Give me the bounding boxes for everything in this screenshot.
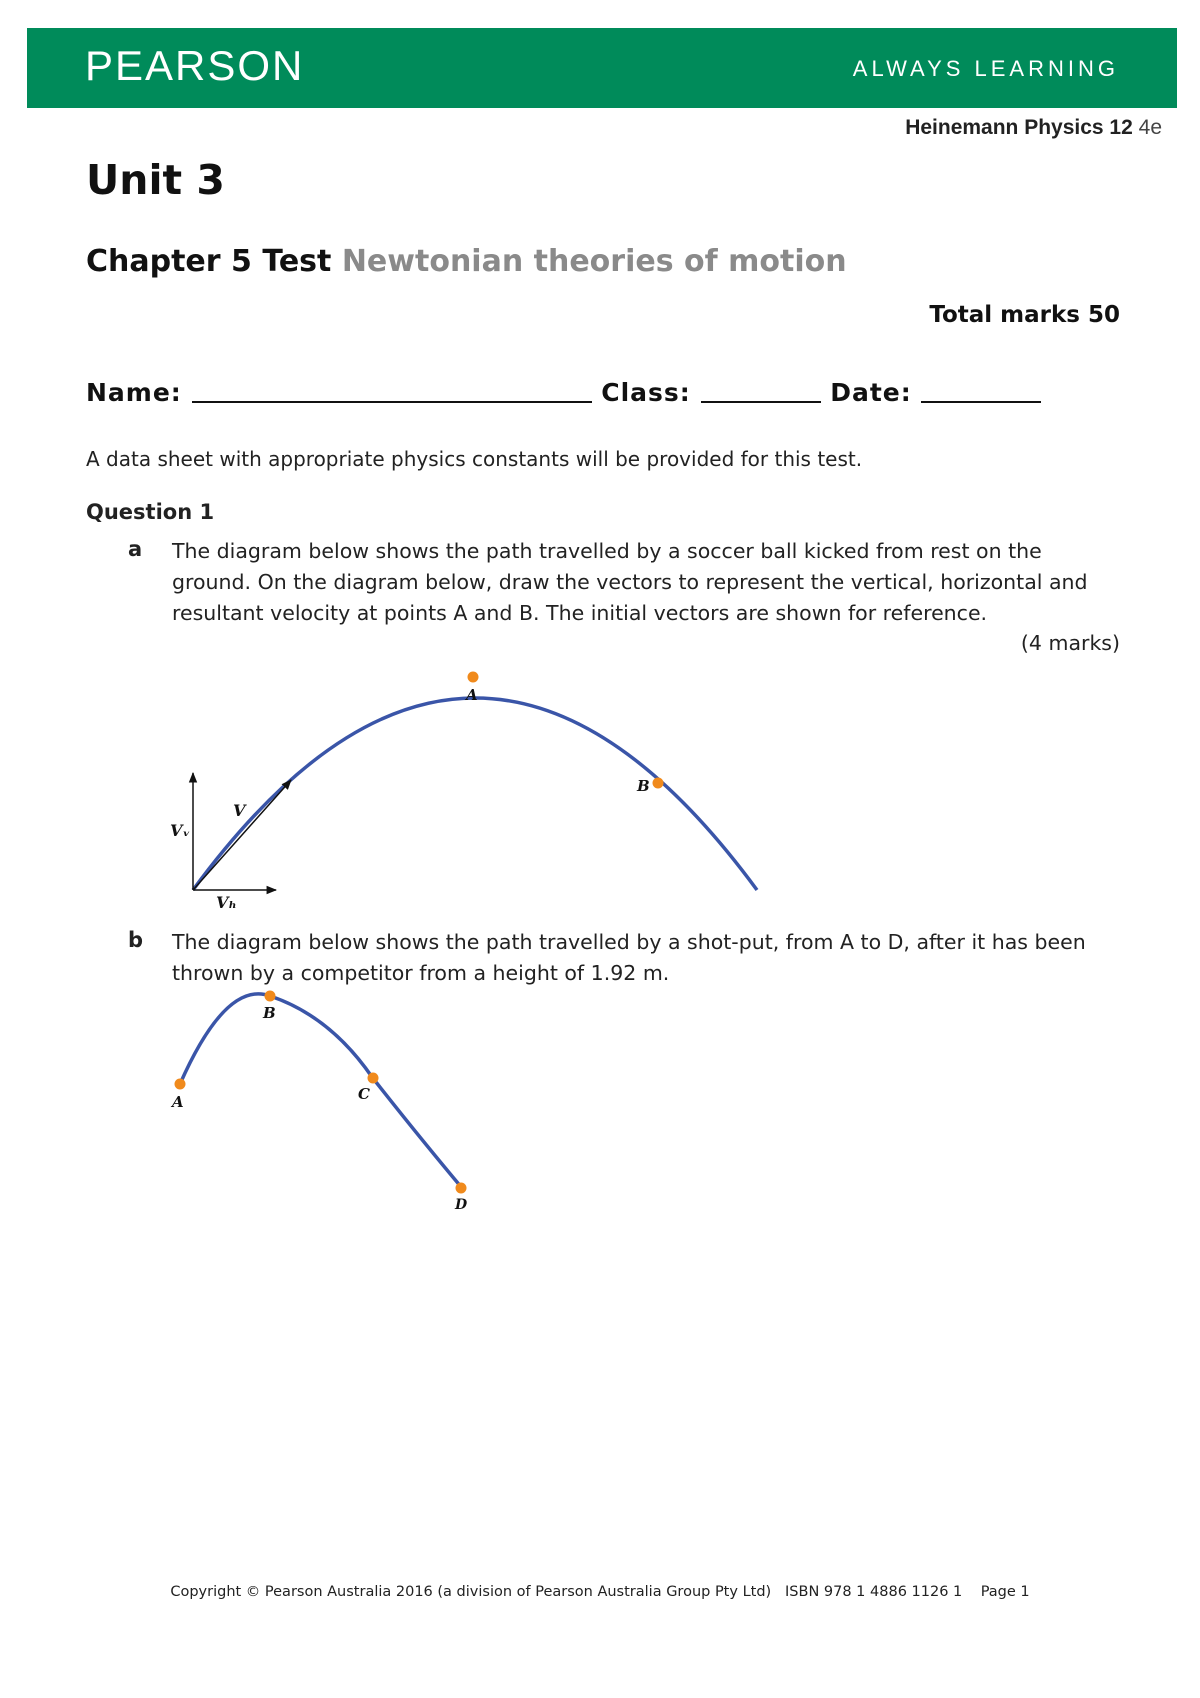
chapter-subtitle: Newtonian theories of motion xyxy=(341,244,847,279)
name-label: Name: xyxy=(86,378,182,407)
unit-heading: Unit 3 xyxy=(86,156,225,204)
vertical-velocity-label: Vᵥ xyxy=(170,821,191,840)
point-a-marker xyxy=(468,672,479,683)
resultant-velocity-arrow xyxy=(193,780,291,890)
part-a-label: a xyxy=(128,537,143,561)
part-a-text: The diagram below shows the path travelled by a soccer ball kicked from rest on the ground. On the diagram below, draw the vectors to represent the vertical, horizontal and resultant velocity at points A and B. The initial vectors are shown for reference. xyxy=(172,539,1088,625)
shot-point-d-label: D xyxy=(455,1197,468,1213)
date-label: Date: xyxy=(830,378,912,407)
shot-point-c-label: C xyxy=(358,1085,370,1103)
shot-point-b-label: B xyxy=(263,1004,276,1022)
page-footer: Copyright © Pearson Australia 2016 (a division of Pearson Australia Group Pty Ltd) ISBN 978 1 4886 1126 1 Page 1 xyxy=(170,1584,1030,1600)
diagram-b xyxy=(170,991,468,1214)
book-title-text: Heinemann Physics 12 xyxy=(905,116,1133,139)
part-b-text: The diagram below shows the path travelled by a shot-put, from A to D, after it has been thrown by a competitor from a height of 1.92 m. xyxy=(172,930,1086,985)
total-marks: Total marks 50 xyxy=(929,302,1120,328)
shot-point-a-marker xyxy=(175,1079,186,1090)
edition: 4e xyxy=(1138,116,1162,139)
shot-point-a-label: A xyxy=(172,1093,184,1111)
point-b-marker xyxy=(653,778,664,789)
pearson-logo: PEARSON xyxy=(85,42,305,89)
part-a-marks: (4 marks) xyxy=(1020,631,1120,655)
point-b-label: B xyxy=(637,777,650,795)
intro-text: A data sheet with appropriate physics constants will be provided for this test. xyxy=(86,447,863,471)
horizontal-velocity-label: Vₕ xyxy=(216,893,237,912)
class-label: Class: xyxy=(601,378,691,407)
shot-put-path xyxy=(180,994,462,1188)
shot-point-c-marker xyxy=(368,1073,379,1084)
shot-point-d-marker xyxy=(456,1183,467,1194)
point-a-label: A xyxy=(466,686,478,704)
diagram-a xyxy=(170,672,757,913)
part-b-label: b xyxy=(128,928,144,952)
chapter-label: Chapter 5 Test xyxy=(86,244,332,279)
tagline: ALWAYS LEARNING xyxy=(852,56,1119,81)
shot-point-b-marker xyxy=(265,991,276,1002)
resultant-velocity-label: V xyxy=(233,801,246,820)
question-title: Question 1 xyxy=(86,500,215,524)
